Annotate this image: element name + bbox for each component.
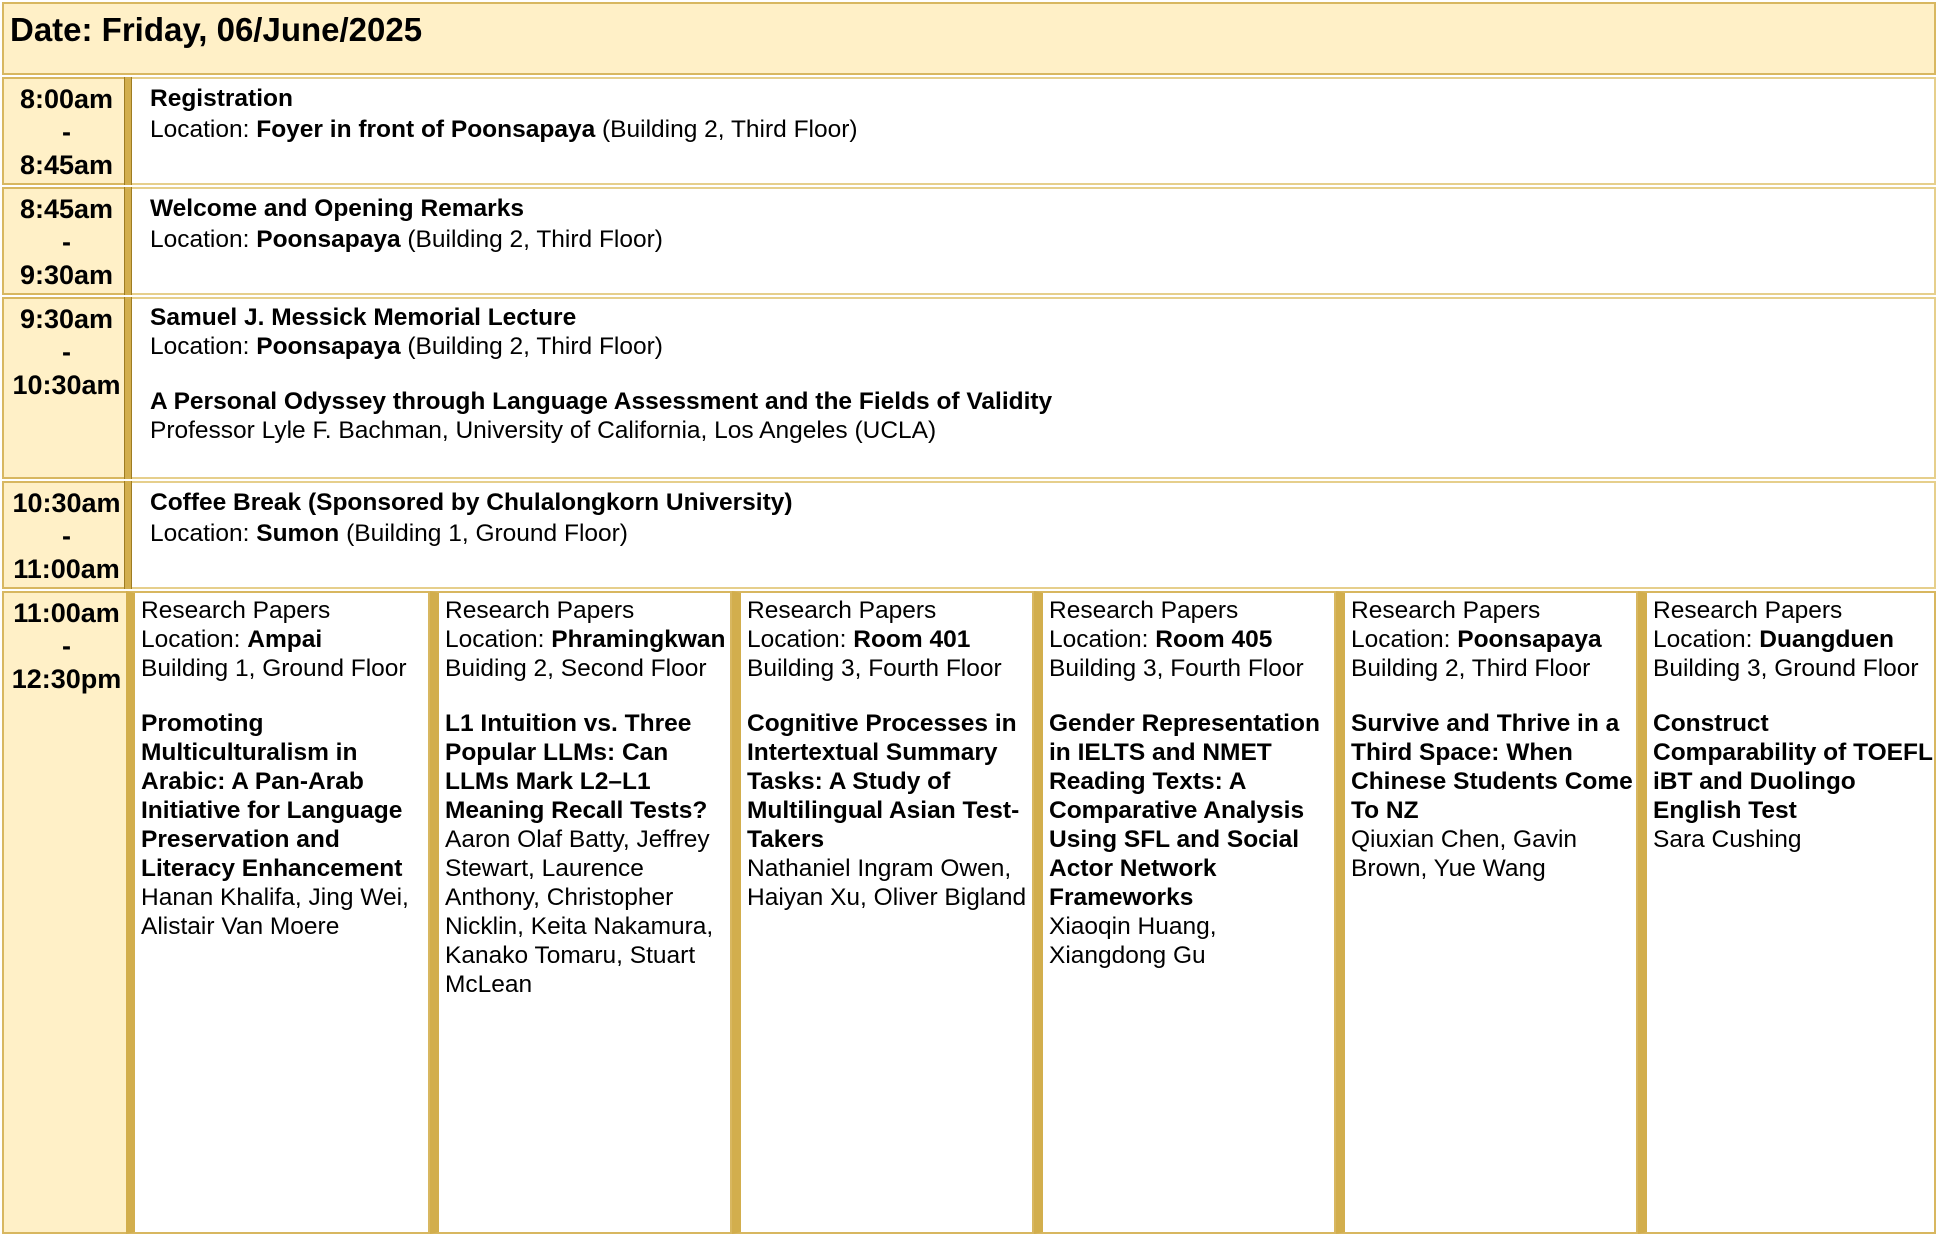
paper-location: Location: Poonsapaya [1351, 626, 1602, 653]
paper-authors: Hanan Khalifa, Jing Wei, Alistair Van Moere [141, 884, 409, 940]
paper-title: Survive and Thrive in a Third Space: When Chinese Students Come To NZ [1351, 710, 1633, 824]
time-start: 9:30am [19, 304, 114, 334]
paper-location: Location: Duangduen [1653, 626, 1894, 653]
column-heading: Research Papers [1049, 597, 1239, 624]
location-name: Foyer in front of Poonsapaya [256, 116, 596, 143]
paper-authors: Qiuxian Chen, Gavin Brown, Yue Wang [1351, 826, 1578, 882]
building-floor: Building 3, Fourth Floor [1049, 655, 1304, 682]
paper-location: Location: Ampai [141, 626, 323, 653]
time-cell [2, 591, 129, 1234]
time-cell [2, 77, 129, 185]
time-separator: - [62, 227, 71, 257]
building-floor: Building 3, Ground Floor [1653, 655, 1919, 682]
paper-column [1336, 591, 1638, 1234]
building-floor: Buiding 2, Second Floor [445, 655, 707, 682]
time-start: 8:00am [19, 84, 114, 114]
paper-column [732, 591, 1034, 1234]
session-details [132, 187, 1936, 295]
session-location: Location: Poonsapaya (Building 2, Third Floor) [150, 333, 663, 360]
time-cell [2, 297, 129, 479]
time-start: 10:30am [12, 488, 121, 518]
paper-title: Promoting Multiculturalism in Arabic: A Pan-Arab Initiative for Language Preservation and Literacy Enhancement [141, 710, 403, 882]
paper-authors: Sara Cushing [1653, 826, 1802, 853]
location-name: Poonsapaya [256, 226, 401, 253]
paper-title: Gender Representation in IELTS and NMET Reading Texts: A Comparative Analysis Using SFL and Social Actor Network Frameworks [1049, 710, 1320, 911]
date-header: Date: Friday, 06/June/2025 [2, 2, 1936, 75]
time-end: 11:00am [13, 554, 120, 584]
column-heading: Research Papers [1351, 597, 1541, 624]
building-floor: Building 2, Third Floor [1351, 655, 1591, 682]
lecture-title: A Personal Odyssey through Language Assessment and the Fields of Validity [150, 388, 1053, 415]
column-divider [124, 77, 132, 185]
paper-location: Location: Room 405 [1049, 626, 1273, 653]
time-separator: - [62, 337, 71, 367]
lecture-speaker: Professor Lyle F. Bachman, University of California, Los Angeles (UCLA) [150, 417, 937, 444]
session-title: Registration [150, 85, 293, 112]
column-heading: Research Papers [747, 597, 937, 624]
location-name: Poonsapaya [256, 333, 401, 360]
column-heading: Research Papers [445, 597, 635, 624]
session-row-welcome [2, 187, 1936, 295]
session-row-memorial-lecture [2, 297, 1936, 479]
time-cell [2, 481, 129, 589]
column-divider [124, 187, 132, 295]
session-details [132, 297, 1936, 479]
paper-authors: Xiaoqin Huang, Xiangdong Gu [1049, 913, 1217, 969]
session-row-coffee-break [2, 481, 1936, 589]
session-row-registration [2, 77, 1936, 185]
session-row-research-papers [2, 591, 1936, 1234]
time-separator: - [62, 631, 71, 661]
time-start: 8:45am [19, 194, 114, 224]
location-name: Sumon [256, 520, 340, 547]
time-start: 11:00am [13, 598, 120, 628]
session-location: Location: Foyer in front of Poonsapaya (Building 2, Third Floor) [150, 116, 858, 143]
column-heading: Research Papers [141, 597, 331, 624]
session-location: Location: Poonsapaya (Building 2, Third Floor) [150, 226, 663, 253]
room-name: Room 401 [853, 626, 971, 653]
time-end: 9:30am [19, 260, 114, 290]
time-end: 8:45am [19, 150, 114, 180]
room-name: Duangduen [1759, 626, 1894, 653]
session-details [132, 77, 1936, 185]
room-name: Poonsapaya [1457, 626, 1602, 653]
paper-title: L1 Intuition vs. Three Popular LLMs: Can LLMs Mark L2–L1 Meaning Recall Tests? [445, 710, 708, 824]
paper-authors: Nathaniel Ingram Owen, Haiyan Xu, Oliver Bigland [747, 855, 1027, 911]
column-divider [124, 481, 132, 589]
session-title: Welcome and Opening Remarks [150, 195, 524, 222]
session-location: Location: Sumon (Building 1, Ground Floor) [150, 520, 628, 547]
paper-title: Construct Comparability of TOEFL iBT and Duolingo English Test [1653, 710, 1933, 824]
paper-column [1638, 591, 1936, 1234]
paper-title: Cognitive Processes in Intertextual Summary Tasks: A Study of Multilingual Asian Test-Takers [747, 710, 1020, 853]
paper-location: Location: Phramingkwan [445, 626, 726, 653]
time-separator: - [62, 521, 71, 551]
building-floor: Building 3, Fourth Floor [747, 655, 1002, 682]
paper-column [430, 591, 732, 1234]
time-end: 12:30pm [11, 664, 122, 694]
paper-column [1034, 591, 1336, 1234]
session-title: Coffee Break (Sponsored by Chulalongkorn University) [150, 489, 793, 516]
session-title: Samuel J. Messick Memorial Lecture [150, 304, 577, 331]
column-heading: Research Papers [1653, 597, 1843, 624]
paper-column [126, 591, 430, 1234]
room-name: Phramingkwan [551, 626, 726, 653]
time-separator: - [62, 117, 71, 147]
time-end: 10:30am [12, 370, 121, 400]
column-divider [124, 297, 132, 479]
paper-authors: Aaron Olaf Batty, Jeffrey Stewart, Laurence Anthony, Christopher Nicklin, Keita Nakamura, Kanako Tomaru, Stuart McLean [445, 826, 714, 998]
building-floor: Building 1, Ground Floor [141, 655, 407, 682]
time-cell [2, 187, 129, 295]
paper-location: Location: Room 401 [747, 626, 971, 653]
room-name: Room 405 [1155, 626, 1273, 653]
session-details [132, 481, 1936, 589]
room-name: Ampai [247, 626, 323, 653]
